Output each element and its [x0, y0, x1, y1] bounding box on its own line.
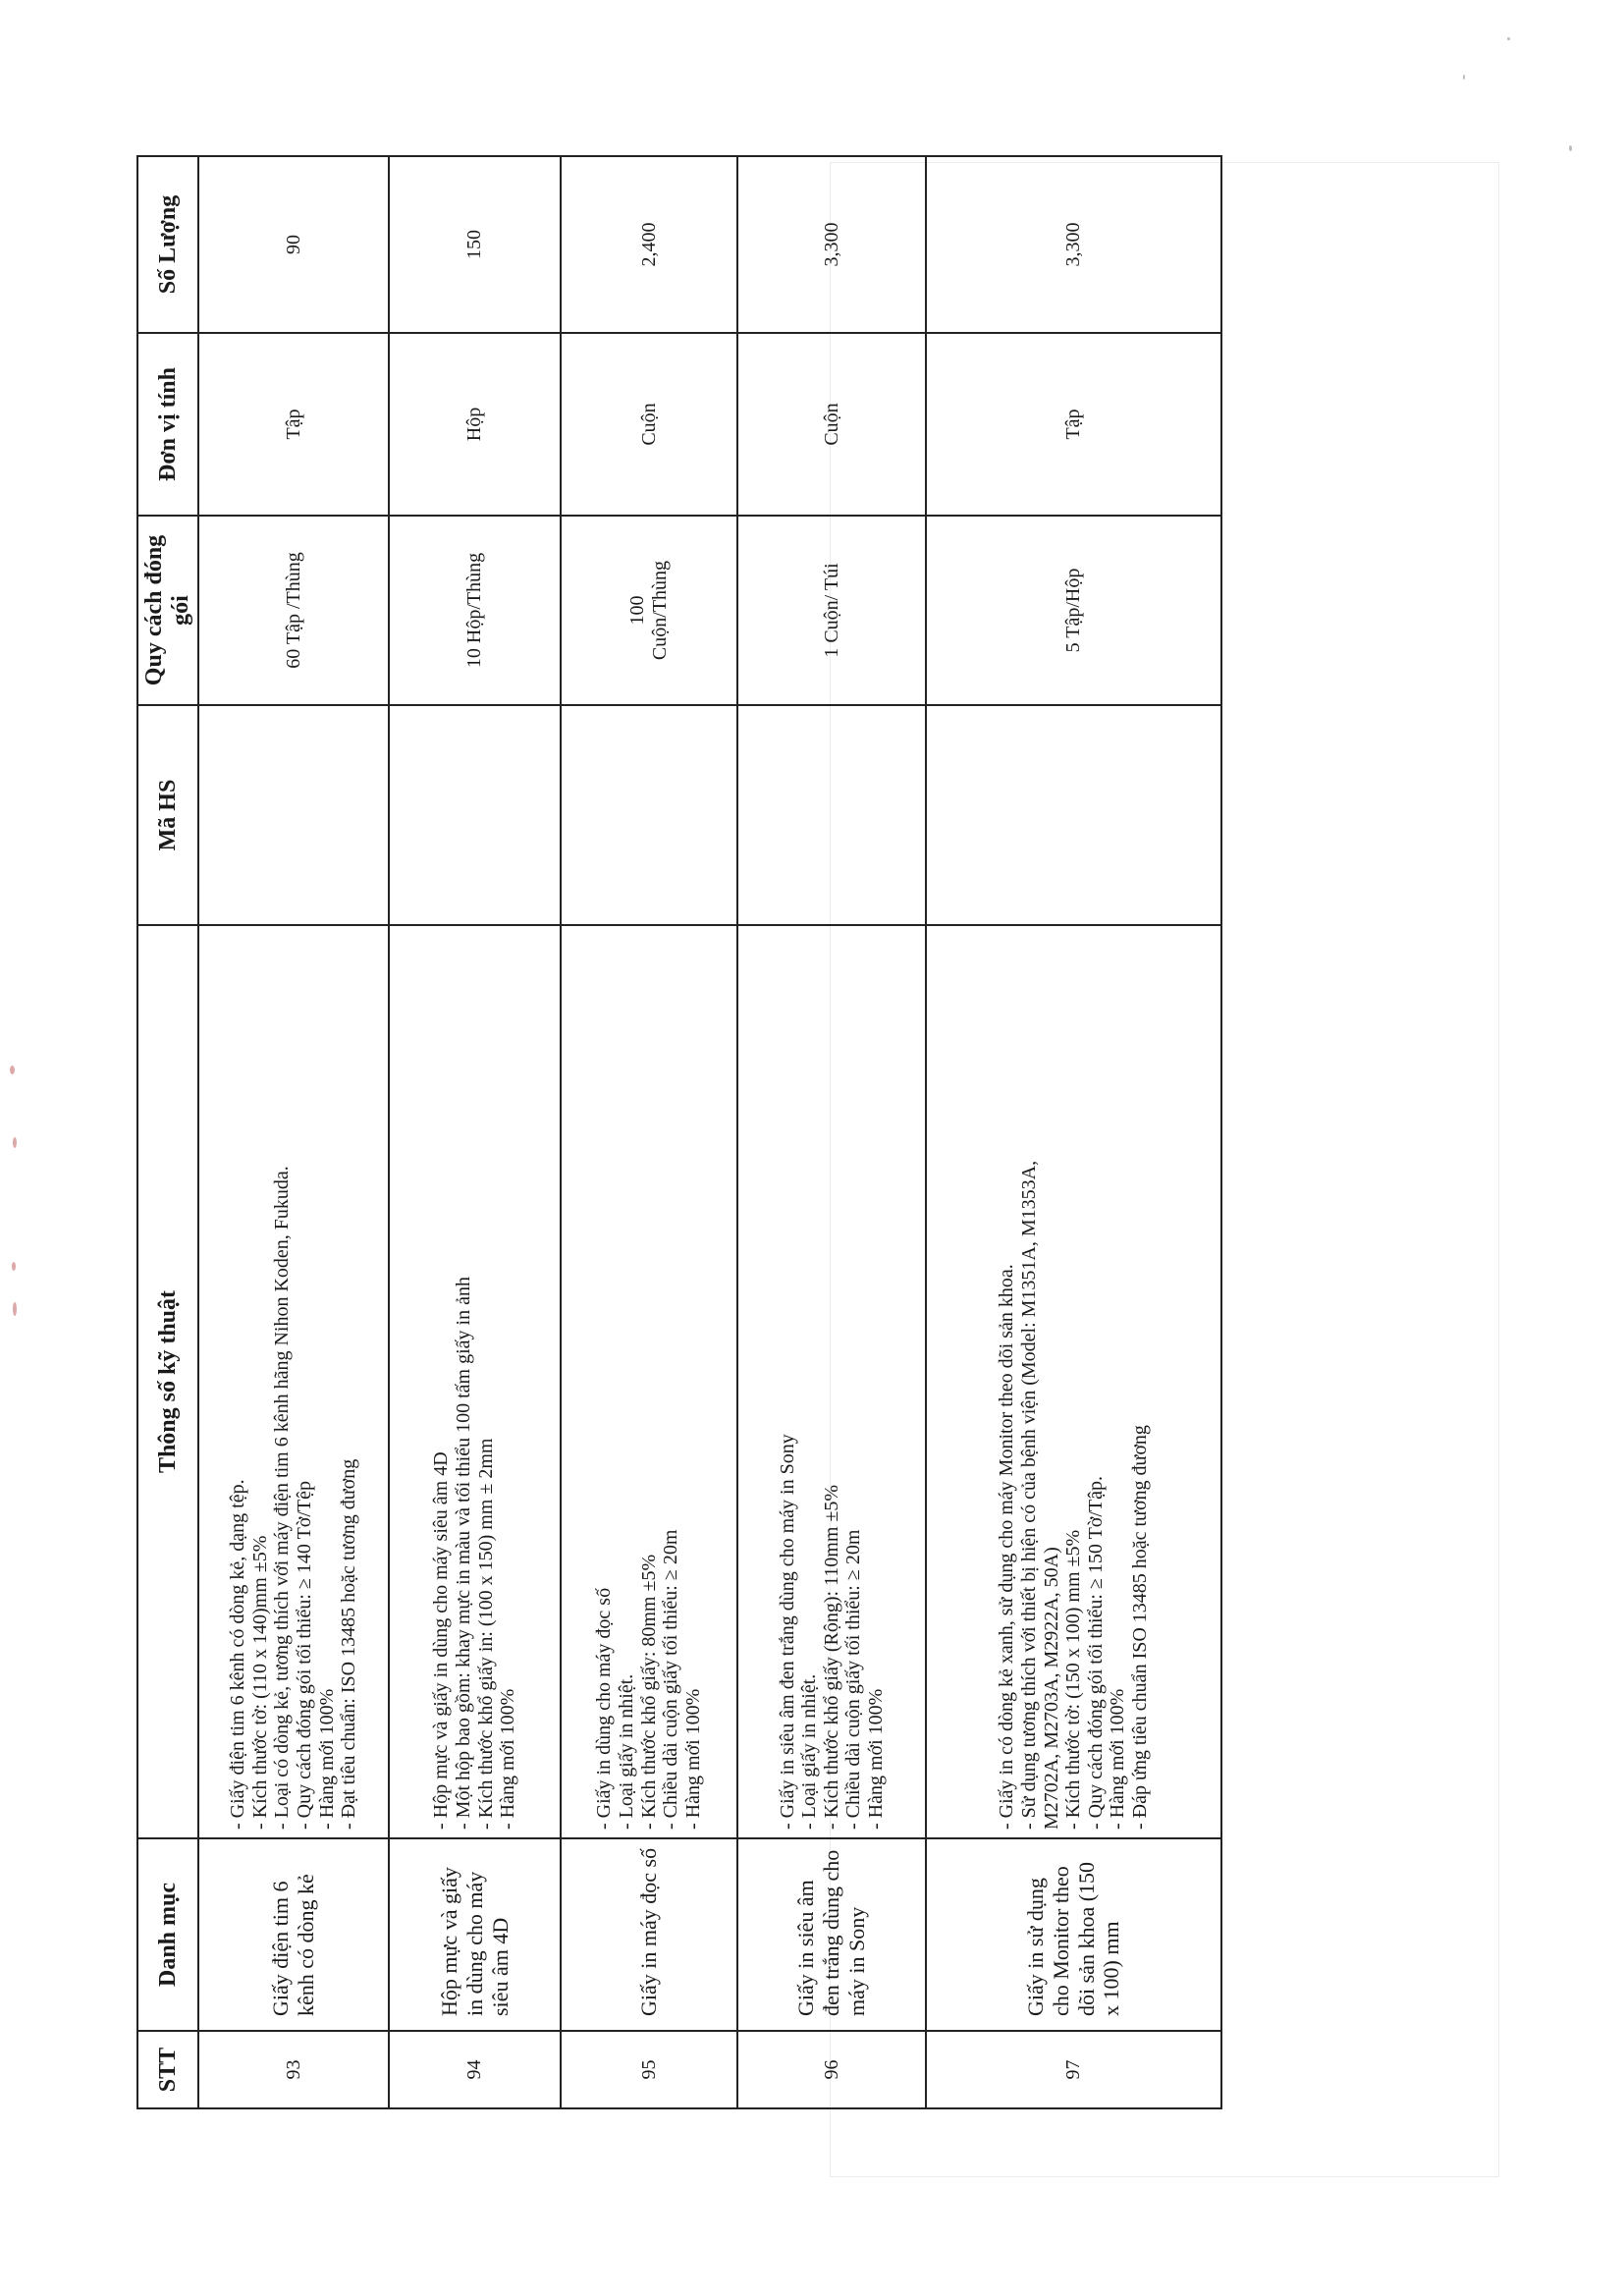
spec-line: - Hàng mới 100%	[1107, 1688, 1129, 1830]
row-unit: Tập	[198, 333, 389, 516]
row-packaging	[389, 516, 561, 705]
table-header-row	[137, 156, 198, 2108]
spec-line: - Kích thước khổ giấy (Rộng): 110mm ±5%	[820, 1484, 842, 1830]
spec-line: - Đạt tiêu chuẩn: ISO 13485 hoặc tương đương	[338, 1458, 360, 1830]
row-unit: Hộp	[389, 333, 561, 516]
spec-line: - Chiều dài cuộn giấy tối thiểu: ≥ 20m	[660, 1529, 682, 1830]
spec-line: - Kích thước tờ: (150 x 100) mm ±5%	[1062, 1529, 1085, 1830]
packaging-line: 1 Cuộn/ Túi	[820, 563, 842, 658]
spec-line: - Giấy điện tim 6 kênh có dòng kẻ, dạng tệp.	[227, 1479, 249, 1830]
spec-line: - Một hộp bao gồm: khay mực in màu và tối thiểu 100 tấm giấy in ảnh	[452, 1277, 474, 1830]
packaging-line: 60 Tập /Thùng	[282, 552, 304, 669]
row-packaging	[926, 516, 1221, 705]
header-stt: STT	[137, 2031, 198, 2108]
row-quantity: 2,400	[561, 156, 737, 333]
spec-line: - Hàng mới 100%	[681, 1688, 704, 1830]
row-quantity: 3,300	[926, 156, 1221, 333]
row-spec	[737, 925, 926, 1838]
header-hs-code: Mã HS	[137, 705, 198, 925]
product-spec-table	[136, 155, 1222, 2109]
spec-line: - Hàng mới 100%	[315, 1688, 338, 1830]
spec-line: - Hộp mực và giấy in dùng cho máy siêu âm 4D	[430, 1451, 453, 1830]
scan-speck	[1463, 75, 1465, 80]
row-name: Hộp mực và giấy in dùng cho máy siêu âm 4D	[389, 1838, 561, 2031]
row-name: Giấy in siêu âm đen trắng dùng cho máy in Sony	[737, 1838, 926, 2031]
scan-speck	[1569, 145, 1572, 151]
row-packaging	[737, 516, 926, 705]
spec-line: - Loại có dòng kẻ, tương thích với máy điện tim 6 kênh hãng Nihon Koden, Fukuda.	[271, 1166, 294, 1830]
header-spec: Thông số kỹ thuật	[137, 925, 198, 1838]
spec-line: - Giấy in dùng cho máy đọc số	[593, 1587, 616, 1830]
header-name: Danh mục	[137, 1838, 198, 2031]
row-hs-code	[737, 705, 926, 925]
row-spec	[389, 925, 561, 1838]
spec-line: - Loại giấy in nhiệt.	[798, 1673, 821, 1830]
packaging-line: 5 Tập/Hộp	[1062, 568, 1085, 653]
row-spec	[926, 925, 1221, 1838]
rotated-document	[136, 157, 1222, 2109]
packaging-line: 10 Hộp/Thùng	[463, 552, 486, 669]
row-stt: 96	[737, 2031, 926, 2108]
row-quantity: 90	[198, 156, 389, 333]
row-name: Giấy in sử dụng cho Monitor theo dõi sản khoa (150 x 100) mm	[926, 1838, 1221, 2031]
scan-speck	[12, 1262, 16, 1271]
row-hs-code	[389, 705, 561, 925]
row-quantity: 150	[389, 156, 561, 333]
table-row	[389, 156, 561, 2108]
spec-line: - Đáp ứng tiêu chuẩn ISO 13485 hoặc tương đương	[1128, 1425, 1151, 1830]
header-quantity: Số Lượng	[137, 156, 198, 333]
row-hs-code	[561, 705, 737, 925]
spec-line: - Hàng mới 100%	[497, 1688, 519, 1830]
spec-line: - Kích thước khổ giấy: 80mm ±5%	[637, 1554, 660, 1830]
scan-speck	[10, 1066, 15, 1074]
row-stt: 93	[198, 2031, 389, 2108]
spec-line: - Hàng mới 100%	[864, 1688, 887, 1830]
spec-line: - Kích thước tờ: (110 x 140)mm ±5%	[248, 1535, 271, 1830]
row-stt: 97	[926, 2031, 1221, 2108]
table-row	[737, 156, 926, 2108]
header-unit: Đơn vị tính	[137, 333, 198, 516]
spec-line: - Kích thước khổ giấy in: (100 x 150) mm ± 2mm	[474, 1438, 497, 1830]
row-hs-code	[926, 705, 1221, 925]
row-name: Giấy in máy đọc số	[561, 1838, 737, 2031]
row-spec	[198, 925, 389, 1838]
table-row	[926, 156, 1221, 2108]
row-unit: Cuộn	[737, 333, 926, 516]
scan-speck	[13, 1302, 17, 1316]
spec-line: M2702A, M2703A, M2922A, 50A)	[1040, 1547, 1062, 1830]
row-stt: 95	[561, 2031, 737, 2108]
spec-line: - Chiều dài cuộn giấy tối thiểu: ≥ 20m	[842, 1529, 865, 1830]
spec-line: - Giấy in siêu âm đen trắng dùng cho máy in Sony	[776, 1434, 798, 1830]
spec-line: - Loại giấy in nhiệt.	[616, 1673, 638, 1830]
row-quantity: 3,300	[737, 156, 926, 333]
row-stt: 94	[389, 2031, 561, 2108]
row-hs-code	[198, 705, 389, 925]
scan-speck	[1507, 37, 1510, 40]
row-name: Giấy điện tim 6 kênh có dòng kẻ	[198, 1838, 389, 2031]
row-packaging	[561, 516, 737, 705]
spec-line: - Giấy in có dòng kẻ xanh, sử dụng cho máy Monitor theo dõi sản khoa.	[996, 1264, 1018, 1830]
scan-speck	[13, 1137, 17, 1148]
spec-line: - Quy cách đóng gói tối thiểu: ≥ 150 Tờ/Tập.	[1084, 1475, 1107, 1830]
table-row	[198, 156, 389, 2108]
packaging-line: 100	[626, 595, 649, 626]
header-packaging: Quy cách đóng gói	[137, 516, 198, 705]
packaging-line: Cuộn/Thùng	[648, 560, 671, 661]
table-row	[561, 156, 737, 2108]
row-packaging	[198, 516, 389, 705]
row-unit: Tập	[926, 333, 1221, 516]
row-spec	[561, 925, 737, 1838]
spec-line: - Quy cách đóng gói tối thiểu: ≥ 140 Tờ/Tệp	[294, 1480, 316, 1830]
spec-line: - Sử dụng tương thích với thiết bị hiện có của bệnh viện (Model: M1351A, M1353A,	[1018, 1160, 1041, 1830]
row-unit: Cuộn	[561, 333, 737, 516]
